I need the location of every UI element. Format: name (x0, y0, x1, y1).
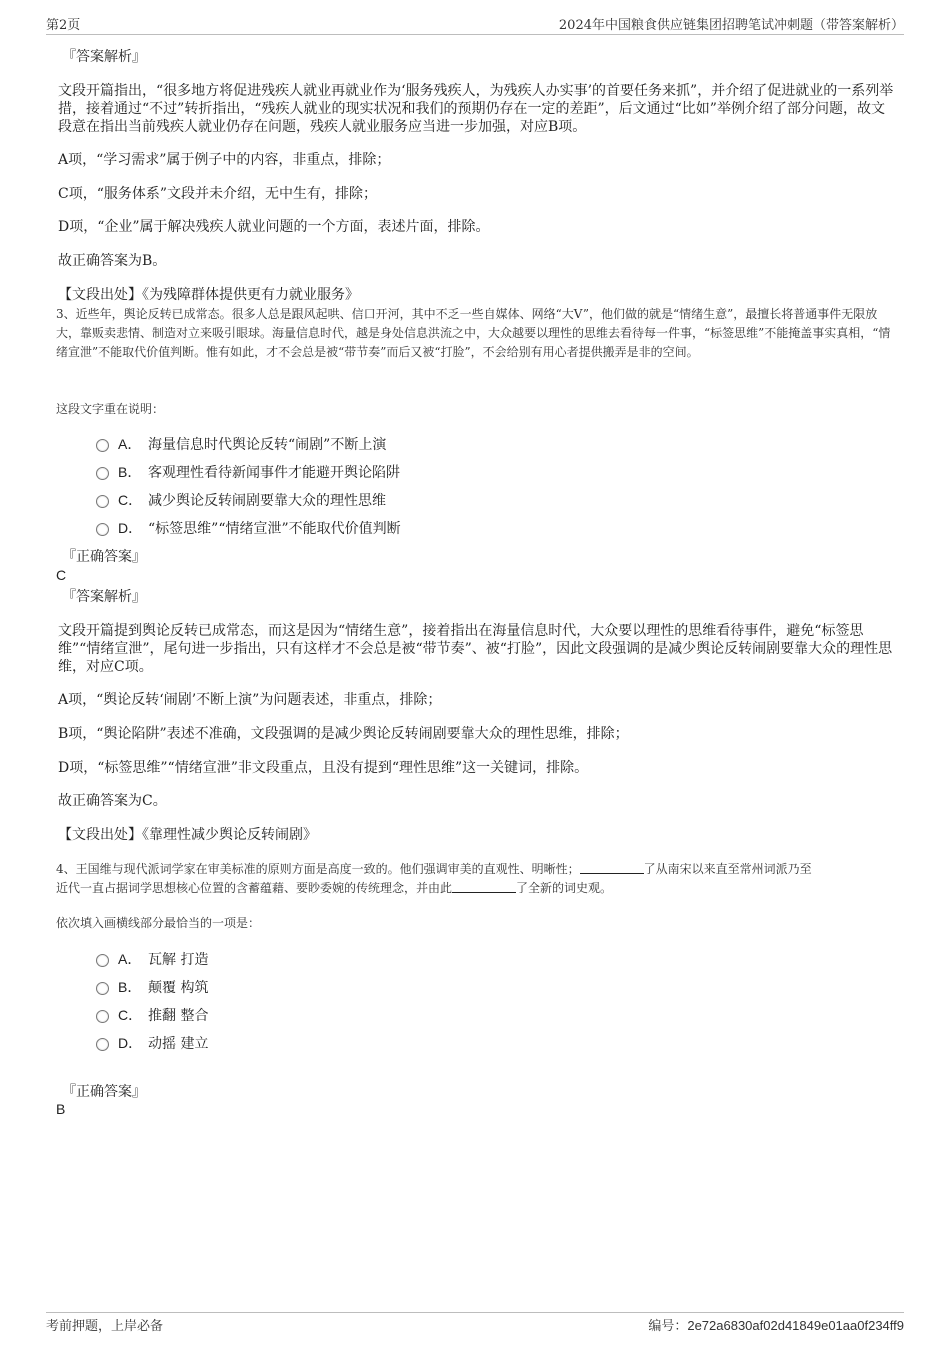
q3-option-d[interactable]: D． “标签思维”“情绪宣泄”不能取代价值判断 (96, 518, 401, 539)
correct-answer-label: 『正确答案』 (62, 1084, 146, 1100)
analysis-option-a: A项，“舆论反转‘闹剧’不断上演”为问题表述，非重点，排除； (58, 692, 442, 708)
radio-icon[interactable] (96, 1010, 109, 1023)
fill-blank-1 (580, 860, 644, 874)
radio-icon[interactable] (96, 982, 109, 995)
analysis-label: 『答案解析』 (62, 589, 146, 605)
question-3-stem: 3、近些年，舆论反转已成常态。很多人总是跟风起哄、信口开河，其中不乏一些自媒体、网络“大V”，他们做的就是“情绪生意”，最擅长将普通事件无限放大，靠贩卖悲情、制造对立来吸引眼球。海量信息时代，越是身处信息洪流之中，大众越要以理性的思维去看待每一件事，“标签思维”不能掩盖事实真相，“情绪宣泄”不能取代价值判断。惟有如此，才不会总是被“带节奏”而后又被“打脸”，不会给别有用心者提供搬弄是非的空间。 (56, 307, 891, 359)
analysis-option-d: D项，“标签思维”“情绪宣泄”非文段重点，且没有提到“理性思维”这一关键词，排除。 (58, 760, 589, 776)
analysis-text: 文段开篇指出，“很多地方将促进残疾人就业再就业作为‘服务残疾人，为残疾人办实事’的首要任务来抓”，并介绍了促进就业的一系列举措，接着通过“不过”转折指出，“残疾人就业的现实状况和我们的预期仍存在一定的差距”，后文通过“比如”举例介绍了部分问题，故文段意在指出当前残疾人就业仍存在问题，残疾人就业服务应当进一步加强，对应B项。 (58, 83, 894, 135)
analysis-text: 文段开篇提到舆论反转已成常态，而这是因为“情绪生意”，接着指出在海量信息时代，大众要以理性的思维看待事件，避免“标签思维”“情绪宣泄”，尾句进一步指出，只有这样才不会总是被“带节奏”、被“打脸”，因此文段强调的是减少舆论反转闹剧要靠大众的理性思维，对应C项。 (58, 623, 893, 675)
page-number: 第2页 (46, 18, 81, 33)
correct-answer-label: 『正确答案』 (62, 549, 146, 565)
document-title: 2024年中国粮食供应链集团招聘笔试冲刺题（带答案解析） (558, 18, 904, 33)
q4-option-b[interactable]: B． 颠覆 构筑 (96, 977, 208, 998)
answer-conclusion: 故正确答案为C。 (58, 793, 167, 809)
radio-icon[interactable] (96, 954, 109, 967)
question-4-stem: 4、王国维与现代派词学家在审美标准的原则方面是高度一致的。他们强调审美的直观性、明晰性； 了从南宋以来直至常州词派乃至 近代一直占据词学思想核心位置的含蓄蕴藉、要眇委婉的传统理念，并由此 了全新的词史观。 (56, 862, 812, 895)
q4-option-c[interactable]: C． 推翻 整合 (96, 1005, 208, 1026)
radio-icon[interactable] (96, 439, 109, 452)
q3-option-c[interactable]: C． 减少舆论反转闹剧要靠大众的理性思维 (96, 490, 386, 511)
q4-option-d[interactable]: D． 动摇 建立 (96, 1033, 208, 1054)
radio-icon[interactable] (96, 523, 109, 536)
radio-icon[interactable] (96, 467, 109, 480)
analysis-option-a: A项，“学习需求”属于例子中的内容，非重点，排除； (58, 152, 391, 168)
question-4-prompt: 依次填入画横线部分最恰当的一项是： (56, 916, 261, 930)
correct-answer: C (56, 567, 67, 583)
analysis-option-d: D项，“企业”属于解决残疾人就业问题的一个方面，表述片面，排除。 (58, 219, 490, 235)
page-header (46, 14, 904, 35)
footer-slogan: 考前押题，上岸必备 (46, 1319, 164, 1334)
document-code: 编号：2e72a6830af02d41849e01aa0f234ff9 (648, 1318, 904, 1334)
analysis-label: 『答案解析』 (62, 49, 146, 65)
source-citation: 【文段出处】《为残障群体提供更有力就业服务》 (58, 287, 359, 303)
radio-icon[interactable] (96, 495, 109, 508)
q4-option-a[interactable]: A． 瓦解 打造 (96, 949, 208, 970)
correct-answer: B (56, 1101, 66, 1117)
q3-option-b[interactable]: B． 客观理性看待新闻事件才能避开舆论陷阱 (96, 462, 400, 483)
answer-conclusion: 故正确答案为B。 (58, 253, 167, 269)
radio-icon[interactable] (96, 1038, 109, 1051)
q3-option-a[interactable]: A． 海量信息时代舆论反转“闹剧”不断上演 (96, 434, 386, 455)
fill-blank-2 (452, 879, 516, 893)
source-citation: 【文段出处】《靠理性减少舆论反转闹剧》 (58, 827, 317, 843)
question-3-prompt: 这段文字重在说明： (56, 402, 165, 416)
analysis-option-b: B项，“舆论陷阱”表述不准确，文段强调的是减少舆论反转闹剧要靠大众的理性思维，排除； (58, 726, 629, 742)
page-footer (46, 1312, 904, 1333)
analysis-option-c: C项，“服务体系”文段并未介绍，无中生有，排除； (58, 186, 378, 202)
